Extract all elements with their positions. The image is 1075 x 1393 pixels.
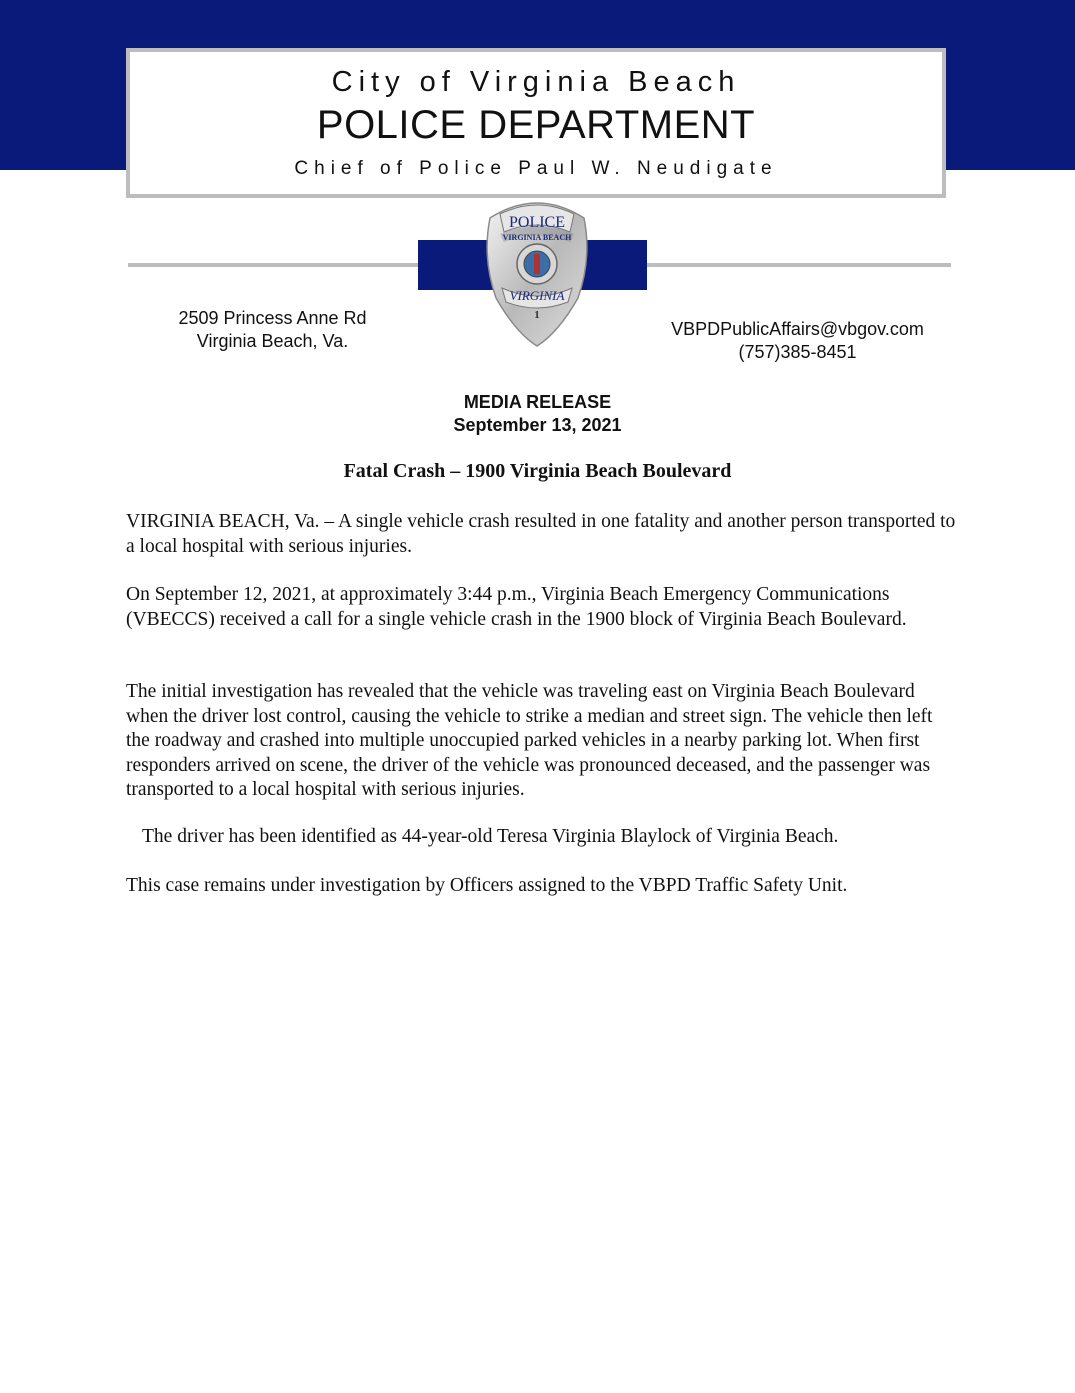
body-paragraph: VIRGINIA BEACH, Va. – A single vehicle crash resulted in one fatality and another person transported to a local hospital with serious injuries.: [126, 511, 956, 557]
badge-ring-text: VIRGINIA BEACH: [502, 233, 572, 242]
address-line-1: 2509 Princess Anne Rd: [178, 308, 367, 328]
contact-email[interactable]: VBPDPublicAffairs@vbgov.com: [671, 319, 924, 339]
divider-right: [647, 263, 951, 267]
body-paragraph: On September 12, 2021, at approximately 3:44 p.m., Virginia Beach Emergency Communications (VBECCS) received a call for a single vehicle crash in the 1900 block of Virginia Beach Boulevard.: [126, 584, 907, 630]
address-line-2: Virginia Beach, Va.: [196, 331, 349, 351]
body-paragraph: The driver has been identified as 44-year-old Teresa Virginia Blaylock of Virginia Beach.: [142, 826, 839, 847]
body-paragraph: This case remains under investigation by Officers assigned to the VBPD Traffic Safety Unit.: [126, 875, 848, 896]
body-paragraph: The initial investigation has revealed that the vehicle was traveling east on Virginia Beach Boulevard when the driver lost control, causing the vehicle to strike a median and street sign. The vehicle then left the roadway and crashed into multiple unoccupied parked vehicles in a nearby parking lot. When first responders arrived on scene, the driver of the vehicle was pronounced deceased, and the passenger was transported to a local hospital with serious injuries.: [126, 681, 933, 800]
media-release-label: MEDIA RELEASE: [463, 392, 612, 412]
contact-info: [655, 318, 940, 364]
badge-top-text: POLICE: [509, 214, 565, 231]
divider-left: [128, 263, 418, 267]
release-date: September 13, 2021: [453, 415, 622, 435]
release-headline: Fatal Crash – 1900 Virginia Beach Boulevard: [343, 460, 732, 482]
contact-phone: (757)385-8451: [738, 342, 857, 362]
city-name: City of Virginia Beach: [331, 66, 741, 98]
badge-bottom-text: VIRGINIA: [509, 288, 565, 303]
media-release-block: [0, 391, 1075, 437]
police-badge-icon: [478, 188, 596, 348]
badge-number: 1: [534, 309, 540, 321]
department-address: [150, 307, 395, 353]
department-name: POLICE DEPARTMENT: [316, 103, 756, 147]
chief-of-police: Chief of Police Paul W. Neudigate: [294, 158, 778, 179]
letterhead-box: [126, 48, 946, 198]
